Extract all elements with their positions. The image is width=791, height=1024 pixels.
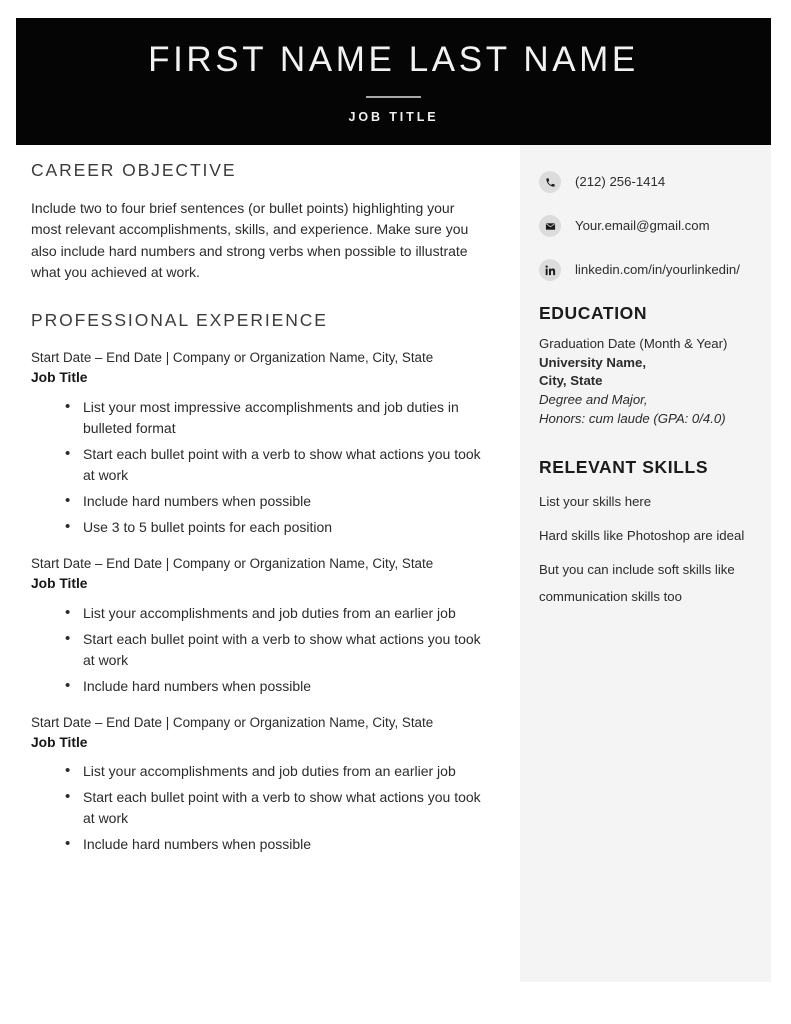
experience-bullets <box>31 397 496 538</box>
experience-role: Job Title <box>31 734 88 750</box>
list-item: • Include hard numbers when possible <box>65 834 496 855</box>
email-value: Your.email@gmail.com <box>575 218 710 234</box>
experience-entry <box>31 348 496 538</box>
skills-section <box>539 457 755 611</box>
career-objective-body: Include two to four brief sentences (or bullet points) highlighting your most relevant accomplishments, skills, and experience. Make sure you also include hard numbers and strong verbs when possible to illustrate what you achieved at work. <box>31 200 469 280</box>
main-content <box>31 160 496 871</box>
phone-icon <box>539 171 561 193</box>
contact-item-phone[interactable] <box>539 171 755 193</box>
contact-item-email[interactable] <box>539 215 755 237</box>
list-item: • Include hard numbers when possible <box>65 491 496 512</box>
skills-list <box>539 489 755 611</box>
education-heading: EDUCATION <box>539 303 648 323</box>
experience-meta: Start Date – End Date | Company or Organization Name, City, State <box>31 350 434 366</box>
experience-role: Job Title <box>31 370 88 386</box>
page-title: FIRST NAME LAST NAME <box>148 40 639 79</box>
list-item: Hard skills like Photoshop are ideal <box>539 528 745 544</box>
list-item: • Start each bullet point with a verb to show what actions you took at work <box>65 787 496 829</box>
email-icon <box>539 215 561 237</box>
list-item: • Start each bullet point with a verb to show what actions you took at work <box>65 444 496 486</box>
experience-bullets <box>31 761 496 855</box>
list-item: • List your most impressive accomplishments and job duties in bulleted format <box>65 397 496 439</box>
phone-value: (212) 256-1414 <box>575 174 666 190</box>
professional-experience-heading: PROFESSIONAL EXPERIENCE <box>31 310 328 331</box>
list-item: But you can include soft skills like communication skills too <box>539 562 735 604</box>
list-item: • Start each bullet point with a verb to show what actions you took at work <box>65 629 496 671</box>
career-objective-heading: CAREER OBJECTIVE <box>31 160 237 180</box>
skills-heading: RELEVANT SKILLS <box>539 456 709 477</box>
experience-meta: Start Date – End Date | Company or Organization Name, City, State <box>31 714 434 730</box>
experience-entry <box>31 554 496 697</box>
experience-role: Job Title <box>31 575 88 591</box>
contact-item-linkedin[interactable] <box>539 259 755 281</box>
list-item: • Use 3 to 5 bullet points for each position <box>65 517 496 538</box>
header-banner <box>16 18 771 145</box>
education-location: City, State <box>539 373 603 389</box>
linkedin-icon <box>539 259 561 281</box>
list-item: • List your accomplishments and job duties from an earlier job <box>65 761 496 782</box>
experience-bullets <box>31 603 496 697</box>
name-divider <box>366 96 421 98</box>
linkedin-value: linkedin.com/in/yourlinkedin/ <box>575 262 740 278</box>
sidebar <box>520 145 771 982</box>
education-section <box>539 303 755 429</box>
header-job-title: JOB TITLE <box>348 110 439 125</box>
list-item: • List your accomplishments and job duties from an earlier job <box>65 603 496 624</box>
experience-meta: Start Date – End Date | Company or Organization Name, City, State <box>31 555 434 571</box>
list-item: List your skills here <box>539 493 652 509</box>
education-honors: Honors: cum laude (GPA: 0/4.0) <box>539 410 726 426</box>
contact-list <box>539 171 755 281</box>
education-degree: Degree and Major, <box>539 392 648 408</box>
education-graduation-date: Graduation Date (Month & Year) <box>539 336 728 351</box>
education-university: University Name, <box>539 354 647 370</box>
list-item: • Include hard numbers when possible <box>65 676 496 697</box>
experience-entry <box>31 713 496 856</box>
